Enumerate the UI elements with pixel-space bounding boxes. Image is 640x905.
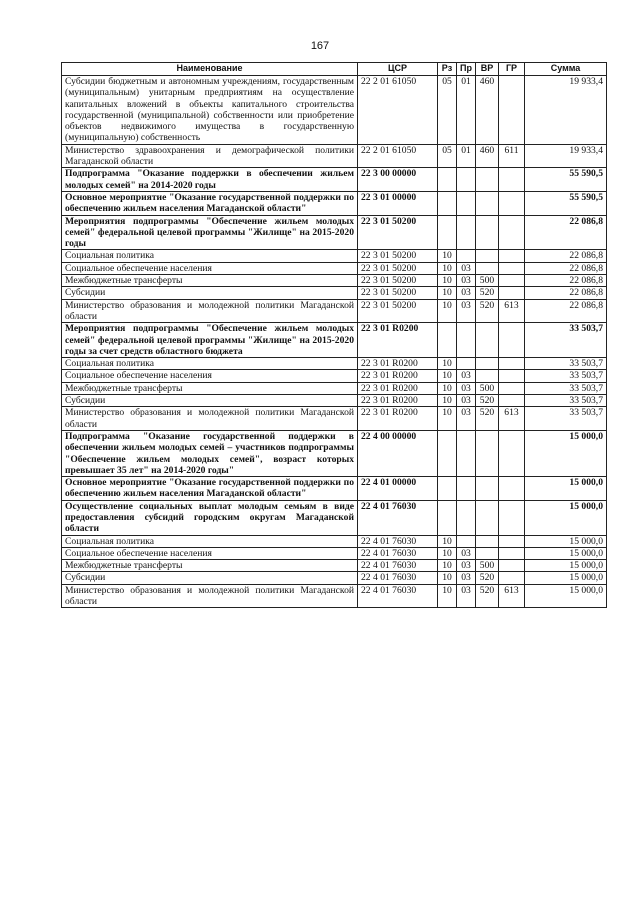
row-sum-cell: 15 000,0: [525, 430, 607, 476]
table-row: [62, 168, 607, 192]
row-gr-cell: [499, 358, 525, 370]
row-csr-cell: 22 4 01 76030: [358, 547, 438, 559]
row-csr-cell: 22 3 01 R0200: [358, 323, 438, 358]
row-rz-cell: [438, 191, 457, 215]
row-sum-cell: 15 000,0: [525, 500, 607, 535]
row-gr-cell: [499, 215, 525, 250]
row-csr-cell: 22 4 01 00000: [358, 477, 438, 501]
row-pr-cell: 03: [457, 560, 476, 572]
row-pr-cell: 03: [457, 584, 476, 608]
row-name-cell: Социальное обеспечение населения: [62, 547, 358, 559]
row-vr-cell: 520: [476, 572, 499, 584]
row-name-cell: Мероприятия подпрограммы "Обеспечение жильем молодых семей" федеральной целевой программы "Жилище" на 2015-2020 годы за счет средств областного бюджета: [62, 323, 358, 358]
row-csr-cell: 22 3 01 R0200: [358, 395, 438, 407]
row-csr-cell: 22 3 01 50200: [358, 275, 438, 287]
row-name-cell: Министерство образования и молодежной политики Магаданской области: [62, 299, 358, 323]
row-pr-cell: 03: [457, 299, 476, 323]
row-gr-cell: [499, 430, 525, 476]
table-row: [62, 407, 607, 431]
row-pr-cell: [457, 535, 476, 547]
row-pr-cell: [457, 500, 476, 535]
row-csr-cell: 22 4 01 76030: [358, 500, 438, 535]
row-csr-cell: 22 4 01 76030: [358, 535, 438, 547]
table-row: [62, 584, 607, 608]
row-vr-cell: [476, 262, 499, 274]
row-rz-cell: 05: [438, 144, 457, 168]
row-csr-cell: 22 3 01 00000: [358, 191, 438, 215]
table-row: [62, 144, 607, 168]
table-row: [62, 370, 607, 382]
row-vr-cell: [476, 358, 499, 370]
row-vr-cell: [476, 250, 499, 262]
row-sum-cell: 15 000,0: [525, 560, 607, 572]
budget-table: [61, 62, 607, 608]
row-rz-cell: 10: [438, 275, 457, 287]
row-sum-cell: 55 590,5: [525, 191, 607, 215]
column-header-pr: Пр: [457, 63, 476, 76]
row-gr-cell: [499, 572, 525, 584]
row-gr-cell: [499, 323, 525, 358]
row-gr-cell: [499, 250, 525, 262]
row-sum-cell: 33 503,7: [525, 370, 607, 382]
row-pr-cell: [457, 430, 476, 476]
row-pr-cell: 01: [457, 76, 476, 145]
table-row: [62, 275, 607, 287]
row-gr-cell: [499, 275, 525, 287]
row-name-cell: Субсидии: [62, 395, 358, 407]
row-rz-cell: [438, 323, 457, 358]
row-name-cell: Министерство образования и молодежной политики Магаданской области: [62, 584, 358, 608]
table-row: [62, 358, 607, 370]
row-pr-cell: 03: [457, 407, 476, 431]
row-pr-cell: [457, 358, 476, 370]
row-vr-cell: [476, 370, 499, 382]
row-rz-cell: [438, 477, 457, 501]
row-rz-cell: 10: [438, 299, 457, 323]
row-csr-cell: 22 3 01 R0200: [358, 407, 438, 431]
column-header-gr: ГР: [499, 63, 525, 76]
row-rz-cell: 10: [438, 535, 457, 547]
row-gr-cell: [499, 287, 525, 299]
row-sum-cell: 15 000,0: [525, 477, 607, 501]
table-row: [62, 395, 607, 407]
page-number: 167: [310, 40, 330, 52]
row-pr-cell: 03: [457, 370, 476, 382]
table-row: [62, 535, 607, 547]
row-name-cell: Мероприятия подпрограммы "Обеспечение жильем молодых семей" федеральной целевой программы "Жилище" на 2015-2020 годы: [62, 215, 358, 250]
column-header-csr: ЦСР: [358, 63, 438, 76]
table-row: [62, 191, 607, 215]
row-gr-cell: [499, 547, 525, 559]
table-row: [62, 430, 607, 476]
row-name-cell: Социальная политика: [62, 358, 358, 370]
row-rz-cell: [438, 500, 457, 535]
row-vr-cell: 460: [476, 76, 499, 145]
row-name-cell: Межбюджетные трансферты: [62, 275, 358, 287]
row-pr-cell: 03: [457, 382, 476, 394]
table-row: [62, 299, 607, 323]
row-sum-cell: 22 086,8: [525, 287, 607, 299]
row-sum-cell: 33 503,7: [525, 407, 607, 431]
row-vr-cell: 520: [476, 395, 499, 407]
row-csr-cell: 22 4 01 76030: [358, 560, 438, 572]
row-vr-cell: [476, 191, 499, 215]
row-gr-cell: [499, 76, 525, 145]
row-csr-cell: 22 3 01 50200: [358, 250, 438, 262]
table-row: [62, 76, 607, 145]
row-sum-cell: 15 000,0: [525, 584, 607, 608]
row-sum-cell: 55 590,5: [525, 168, 607, 192]
table-row: [62, 572, 607, 584]
row-pr-cell: 03: [457, 287, 476, 299]
row-pr-cell: [457, 477, 476, 501]
header-row: [62, 63, 607, 76]
row-rz-cell: 10: [438, 262, 457, 274]
table-row: [62, 323, 607, 358]
row-csr-cell: 22 4 00 00000: [358, 430, 438, 476]
row-csr-cell: 22 3 01 50200: [358, 262, 438, 274]
row-csr-cell: 22 3 01 R0200: [358, 382, 438, 394]
row-vr-cell: [476, 500, 499, 535]
row-name-cell: Социальная политика: [62, 250, 358, 262]
row-csr-cell: 22 2 01 61050: [358, 76, 438, 145]
row-pr-cell: 01: [457, 144, 476, 168]
row-vr-cell: 500: [476, 382, 499, 394]
row-gr-cell: [499, 535, 525, 547]
row-gr-cell: [499, 382, 525, 394]
column-header-vr: ВР: [476, 63, 499, 76]
row-rz-cell: 10: [438, 560, 457, 572]
row-gr-cell: 613: [499, 299, 525, 323]
row-sum-cell: 15 000,0: [525, 572, 607, 584]
row-pr-cell: [457, 215, 476, 250]
row-vr-cell: 500: [476, 275, 499, 287]
table-row: [62, 547, 607, 559]
row-gr-cell: [499, 191, 525, 215]
row-gr-cell: 613: [499, 584, 525, 608]
row-csr-cell: 22 3 01 50200: [358, 299, 438, 323]
table-row: [62, 477, 607, 501]
row-rz-cell: 10: [438, 547, 457, 559]
row-vr-cell: 520: [476, 287, 499, 299]
row-pr-cell: 03: [457, 547, 476, 559]
row-rz-cell: 10: [438, 572, 457, 584]
column-header-name: Наименование: [62, 63, 358, 76]
row-gr-cell: [499, 500, 525, 535]
row-csr-cell: 22 3 00 00000: [358, 168, 438, 192]
row-vr-cell: [476, 547, 499, 559]
row-sum-cell: 15 000,0: [525, 547, 607, 559]
row-name-cell: Подпрограмма "Оказание поддержки в обеспечении жильем молодых семей" на 2014-2020 годы: [62, 168, 358, 192]
row-rz-cell: 10: [438, 395, 457, 407]
table-row: [62, 215, 607, 250]
row-name-cell: Социальное обеспечение населения: [62, 262, 358, 274]
row-name-cell: Основное мероприятие "Оказание государственной поддержки по обеспечению жильем населения Магаданской области": [62, 477, 358, 501]
row-pr-cell: 03: [457, 572, 476, 584]
row-pr-cell: [457, 323, 476, 358]
row-sum-cell: 22 086,8: [525, 275, 607, 287]
row-sum-cell: 22 086,8: [525, 262, 607, 274]
row-name-cell: Субсидии: [62, 572, 358, 584]
row-rz-cell: [438, 168, 457, 192]
row-name-cell: Основное мероприятие "Оказание государственной поддержки по обеспечению жильем населения Магаданской области": [62, 191, 358, 215]
row-sum-cell: 33 503,7: [525, 323, 607, 358]
row-sum-cell: 22 086,8: [525, 299, 607, 323]
row-gr-cell: [499, 395, 525, 407]
row-vr-cell: [476, 430, 499, 476]
row-vr-cell: [476, 323, 499, 358]
row-gr-cell: 613: [499, 407, 525, 431]
row-rz-cell: 10: [438, 250, 457, 262]
row-csr-cell: 22 3 01 50200: [358, 287, 438, 299]
row-vr-cell: 520: [476, 584, 499, 608]
row-name-cell: Министерство образования и молодежной политики Магаданской области: [62, 407, 358, 431]
row-sum-cell: 33 503,7: [525, 382, 607, 394]
row-sum-cell: 33 503,7: [525, 358, 607, 370]
row-sum-cell: 19 933,4: [525, 76, 607, 145]
row-gr-cell: [499, 560, 525, 572]
row-csr-cell: 22 3 01 R0200: [358, 358, 438, 370]
row-pr-cell: [457, 191, 476, 215]
row-vr-cell: 520: [476, 299, 499, 323]
row-name-cell: Межбюджетные трансферты: [62, 560, 358, 572]
row-csr-cell: 22 3 01 50200: [358, 215, 438, 250]
row-pr-cell: 03: [457, 395, 476, 407]
row-name-cell: Субсидии: [62, 287, 358, 299]
row-vr-cell: [476, 215, 499, 250]
row-rz-cell: 10: [438, 287, 457, 299]
row-rz-cell: 10: [438, 382, 457, 394]
row-csr-cell: 22 4 01 76030: [358, 584, 438, 608]
table-row: [62, 287, 607, 299]
row-rz-cell: [438, 430, 457, 476]
row-name-cell: Подпрограмма "Оказание государственной поддержки в обеспечении жильем молодых семей – участников подпрограммы "Обеспечение жильем молодых семей", возраст которых превышает 35 лет" на 2014-2020 годы": [62, 430, 358, 476]
row-csr-cell: 22 3 01 R0200: [358, 370, 438, 382]
row-gr-cell: 611: [499, 144, 525, 168]
table-row: [62, 382, 607, 394]
row-vr-cell: 460: [476, 144, 499, 168]
row-name-cell: Субсидии бюджетным и автономным учреждениям, государственным (муниципальным) унитарным предприятиям на осуществление капитальных вложений в объекты капитального строительства государственной (муниципальной) собственности или приобретение объектов недвижимого имущества в государственную (муниципальную) собственность: [62, 76, 358, 145]
table-row: [62, 262, 607, 274]
row-rz-cell: 10: [438, 407, 457, 431]
row-pr-cell: [457, 168, 476, 192]
row-name-cell: Социальная политика: [62, 535, 358, 547]
row-gr-cell: [499, 262, 525, 274]
row-gr-cell: [499, 168, 525, 192]
row-vr-cell: [476, 477, 499, 501]
row-sum-cell: 19 933,4: [525, 144, 607, 168]
row-pr-cell: 03: [457, 262, 476, 274]
column-header-rz: Рз: [438, 63, 457, 76]
row-gr-cell: [499, 370, 525, 382]
row-name-cell: Социальное обеспечение населения: [62, 370, 358, 382]
row-name-cell: Министерство здравоохранения и демографической политики Магаданской области: [62, 144, 358, 168]
row-csr-cell: 22 2 01 61050: [358, 144, 438, 168]
table-row: [62, 250, 607, 262]
row-sum-cell: 22 086,8: [525, 215, 607, 250]
row-sum-cell: 15 000,0: [525, 535, 607, 547]
row-rz-cell: [438, 215, 457, 250]
row-gr-cell: [499, 477, 525, 501]
column-header-sum: Сумма: [525, 63, 607, 76]
row-vr-cell: [476, 168, 499, 192]
table-row: [62, 500, 607, 535]
row-vr-cell: [476, 535, 499, 547]
row-sum-cell: 22 086,8: [525, 250, 607, 262]
row-pr-cell: 03: [457, 275, 476, 287]
row-csr-cell: 22 4 01 76030: [358, 572, 438, 584]
row-vr-cell: 520: [476, 407, 499, 431]
table-row: [62, 560, 607, 572]
row-pr-cell: [457, 250, 476, 262]
row-name-cell: Межбюджетные трансферты: [62, 382, 358, 394]
row-rz-cell: 10: [438, 584, 457, 608]
row-rz-cell: 05: [438, 76, 457, 145]
row-vr-cell: 500: [476, 560, 499, 572]
row-sum-cell: 33 503,7: [525, 395, 607, 407]
row-rz-cell: 10: [438, 370, 457, 382]
table-body: [62, 76, 607, 608]
row-name-cell: Осуществление социальных выплат молодым семьям в виде предоставления субсидий городским округам Магаданской области: [62, 500, 358, 535]
row-rz-cell: 10: [438, 358, 457, 370]
